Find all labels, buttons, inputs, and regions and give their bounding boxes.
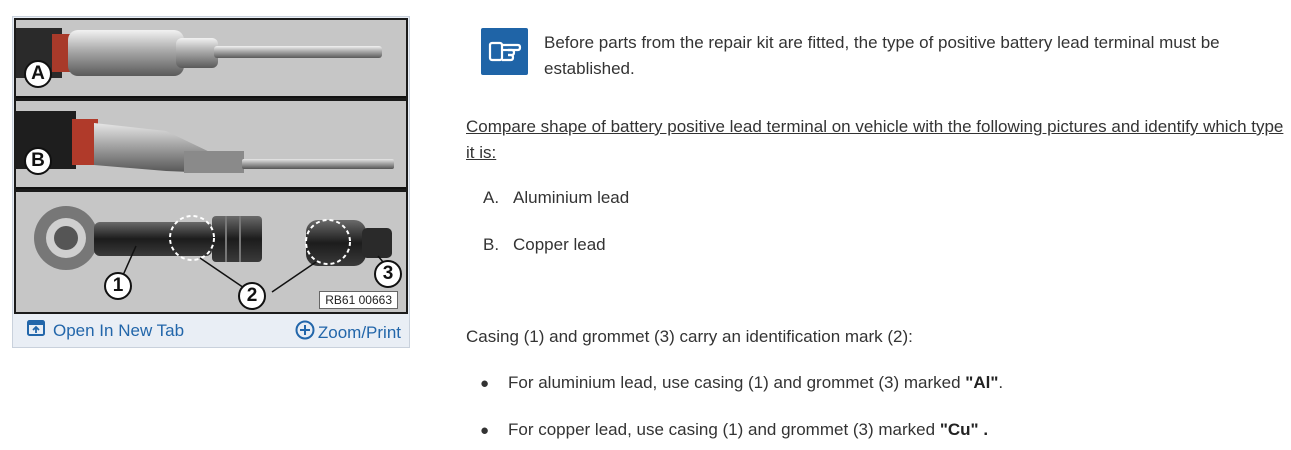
type-item-a — [483, 186, 629, 210]
panel-copper-terminal — [16, 101, 406, 189]
panel-casing-grommet — [16, 192, 406, 312]
bullet-dot: ● — [480, 422, 490, 439]
callout-b: B — [24, 147, 52, 175]
figure-image[interactable] — [14, 18, 408, 314]
open-new-tab-icon — [27, 320, 45, 341]
callout-2: 2 — [238, 282, 266, 310]
callout-1: 1 — [104, 272, 132, 300]
bullet-mark: "Cu" . — [939, 420, 989, 439]
type-label: Copper lead — [513, 235, 606, 254]
callout-a: A — [24, 60, 52, 88]
zoom-print-link[interactable] — [295, 320, 401, 345]
type-marker: B. — [483, 235, 500, 254]
bullet-dot: ● — [480, 375, 490, 392]
note-text: Before parts from the repair kit are fitted, the type of positive battery lead terminal must be established. — [544, 33, 1220, 78]
type-item-b — [483, 233, 606, 257]
aluminium-terminal-illustration — [16, 20, 406, 98]
instruction-text: Compare shape of battery positive lead terminal on vehicle with the following pictures and identify which type it is: — [466, 117, 1284, 162]
copper-terminal-illustration — [16, 101, 406, 189]
bullet-mark: "Al" — [965, 373, 999, 392]
type-label: Aluminium lead — [513, 188, 630, 207]
bullet-copper — [480, 418, 988, 443]
type-marker: A. — [483, 188, 500, 207]
zoom-plus-icon — [295, 320, 315, 345]
note-block — [481, 28, 1281, 84]
pointing-hand-icon — [481, 28, 528, 75]
callout-3: 3 — [374, 260, 402, 288]
bullet-text: For copper lead, use casing (1) and grommet (3) marked — [508, 420, 940, 439]
bullet-text: For aluminium lead, use casing (1) and grommet (3) marked — [508, 373, 966, 392]
figure-reference-code: RB61 00663 — [319, 291, 398, 309]
open-in-new-tab-label: Open In New Tab — [53, 320, 185, 340]
casing-note: Casing (1) and grommet (3) carry an identification mark (2): — [466, 327, 913, 346]
bullet-aluminium — [480, 371, 1003, 396]
panel-aluminium-terminal — [16, 20, 406, 98]
figure-card — [12, 16, 410, 348]
open-in-new-tab-link[interactable] — [27, 320, 184, 341]
zoom-print-label: Zoom/Print — [317, 322, 401, 342]
bullet-suffix: . — [998, 373, 1004, 392]
figure-toolbar — [13, 317, 409, 347]
